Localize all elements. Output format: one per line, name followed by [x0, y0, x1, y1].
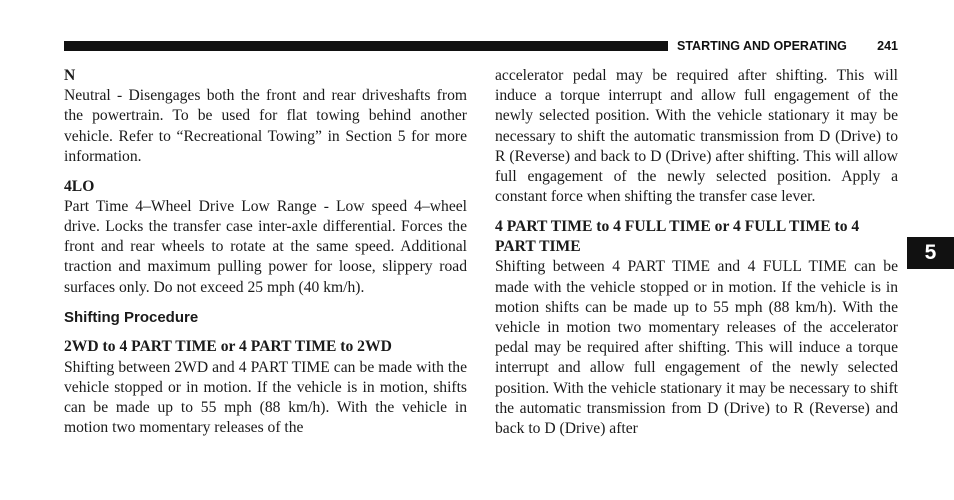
right-column: [495, 66, 898, 439]
2wd-shift-text: Shifting between 2WD and 4 PART TIME can be made with the vehicle stopped or in motion. If the vehicle is in motion, shifts can be made up to 55 mph (88 km/h). With the vehicle in motion two momentary releases of the: [64, 358, 467, 437]
continued-text: accelerator pedal may be required after shifting. This will induce a torque interrupt and allow full engagement of the newly selected position. With the vehicle stationary it may be necessary to shift the automatic transmission from D (Drive) to R (Reverse) and back to D (Drive) after shifting. This will allow full engagement of the newly selected position. Apply a constant force when shifting the transfer case lever.: [495, 67, 898, 206]
neutral-heading: N: [64, 67, 76, 84]
shifting-procedure-heading: Shifting Procedure: [64, 308, 199, 326]
chapter-tab: 5: [907, 237, 954, 269]
header-rule: [64, 41, 668, 51]
page-number: 241: [877, 39, 898, 53]
full-time-shift-heading: 4 PART TIME to 4 FULL TIME or 4 FULL TIME to 4 PART TIME: [495, 217, 860, 256]
4lo-heading: 4LO: [64, 177, 95, 195]
section-title: STARTING AND OPERATING: [677, 39, 847, 53]
4lo-text: Part Time 4–Wheel Drive Low Range - Low speed 4–wheel drive. Locks the transfer case inter-axle differential. Forces the front and rear wheels to rotate at the same speed. Additional traction and maximum pulling power for loose, slippery road surfaces only. Do not exceed 25 mph (40 km/h).: [64, 197, 467, 296]
2wd-shift-heading: 2WD to 4 PART TIME or 4 PART TIME to 2WD: [64, 338, 392, 356]
neutral-text: Neutral - Disengages both the front and rear driveshafts from the powertrain. To be used for flat towing behind another vehicle. Refer to “Recreational Towing” in Section 5 for more information.: [64, 87, 467, 165]
full-time-shift-text: Shifting between 4 PART TIME and 4 FULL TIME can be made with the vehicle stopped or in motion. If the vehicle is in motion shifts can be made up to 55 mph (88 km/h). With the vehicle in motion two momentary releases of the accelerator pedal may be required after shifting. This will induce a torque interrupt and allow full engagement of the newly selected position. With the vehicle stationary it may be necessary to shift the automatic transmission from D (Drive) to R (Reverse) and back to D (Drive) after: [495, 258, 898, 437]
left-column: [64, 66, 467, 438]
running-header: [677, 37, 898, 55]
